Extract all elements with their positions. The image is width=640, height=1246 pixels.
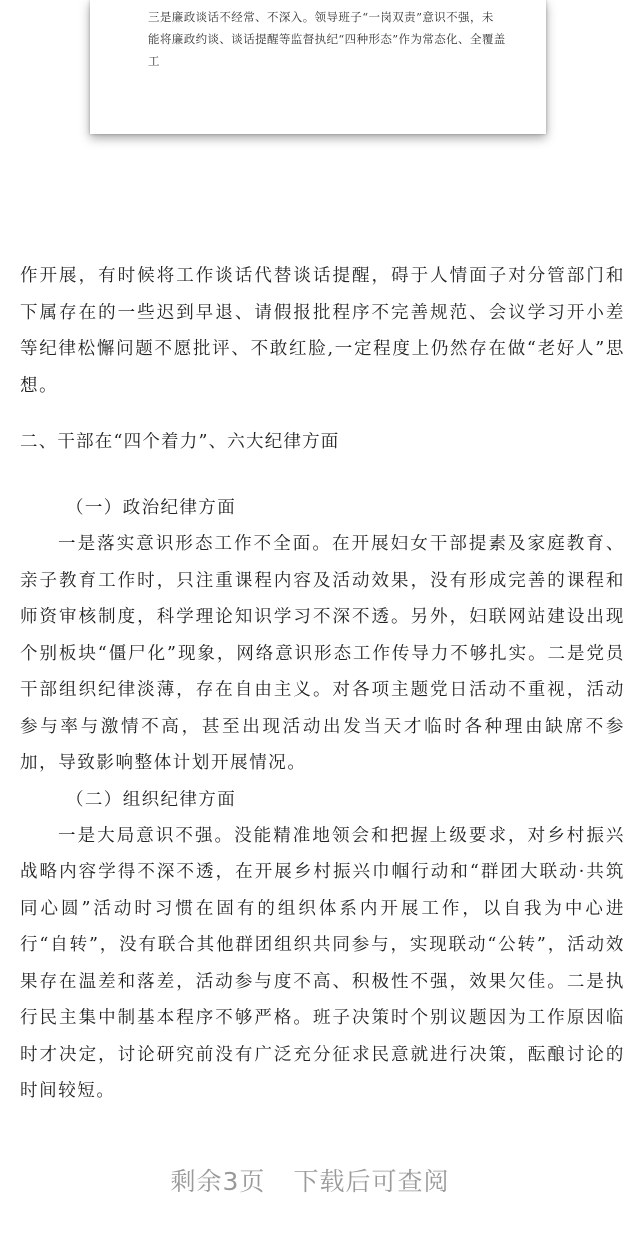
paragraph-continued: 作开展，有时候将工作谈话代替谈话提醒，碍于人情面子对分管部门和下属存在的一些迟到早退、请假报批程序不完善规范、会议学习开小差等纪律松懈问题不愿批评、不敢红脸,一定程度上仍然存在做“老好人”思想。: [20, 266, 625, 396]
download-prompt[interactable]: [0, 1162, 620, 1198]
document-preview-card: [90, 0, 546, 134]
remaining-pages-label: 剩余3页: [170, 1167, 266, 1196]
paragraph-organizational-discipline: 一是大局意识不强。没能精准地领会和把握上级要求，对乡村振兴战略内容学得不深不透，在开展乡村振兴巾帼行动和“群团大联动·共筑同心圆”活动时习惯在固有的组织体系内开展工作，以自我为中心进行“自转”，没有联合其他群团组织共同参与，实现联动“公转”，活动效果存在温差和落差，活动参与度不高、积极性不强，效果欠佳。二是执行民主集中制基本程序不够严格。班子决策时个别议题因为工作原因临时才决定，讨论研究前没有广泛充分征求民意就进行决策，酝酿讨论的时间较短。: [20, 825, 625, 1101]
paragraph-political-discipline: 一是落实意识形态工作不全面。在开展妇女干部提素及家庭教育、亲子教育工作时，只注重课程内容及活动效果，没有形成完善的课程和师资审核制度，科学理论知识学习不深不透。另外，妇联网站建设出现个别板块“僵尸化”现象，网络意识形态工作传导力不够扎实。二是党员干部组织纪律淡薄，存在自由主义。对各项主题党日活动不重视，活动参与率与激情不高，甚至出现活动出发当天才临时各种理由缺席不参加，导致影响整体计划开展情况。: [20, 534, 625, 773]
preview-line-2: 能将廉政约谈、谈话提醒等监督执纪“四种形态”作为常态化、全覆盖工: [148, 32, 506, 68]
subsection-heading-organizational: （二）组织纪律方面: [66, 789, 237, 810]
subsection-heading-political: （一）政治纪律方面: [66, 498, 237, 518]
document-body: [20, 258, 625, 1110]
download-to-view-label: 下载后可查阅: [293, 1167, 450, 1196]
section-heading: 二、干部在“四个着力”、六大纪律方面: [20, 432, 340, 452]
preview-line-1: 三是廉政谈话不经常、不深入。领导班子“一岗双责”意识不强，未: [148, 10, 494, 24]
